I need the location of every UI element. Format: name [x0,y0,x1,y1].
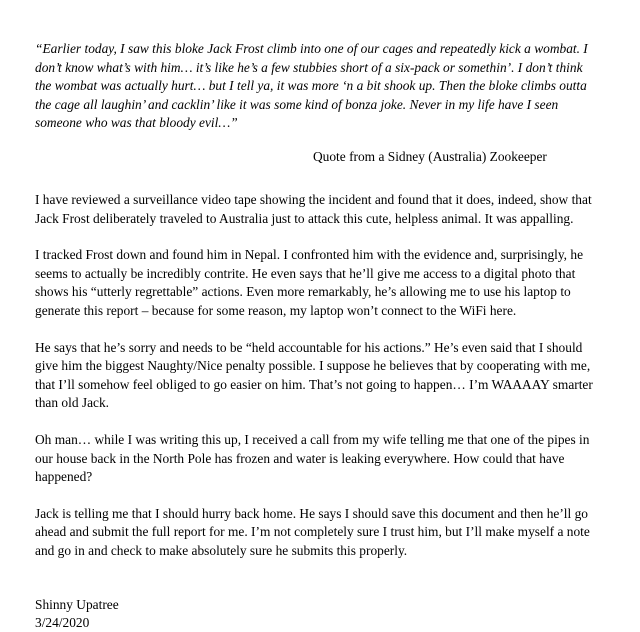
paragraph-hurry-home: Jack is telling me that I should hurry back home. He says I should save this document and then he’ll go ahead and submit the full report for me. I’m not completely sure I trust him, but I’ll make myself a note and go in and check to make absolutely sure he submits this properly. [35,505,590,558]
paragraph-surveillance: I have reviewed a surveillance video tape showing the incident and found that it does, indeed, show that Jack Frost deliberately traveled to Australia just to attack this cute, helpless animal. It was appalling. [35,191,592,226]
signature-block [35,596,595,632]
zookeeper-quote: “Earlier today, I saw this bloke Jack Frost climb into one of our cages and repeatedly kick a wombat. I don’t know what’s with him… it’s like he’s a few stubbies short of a six-pack or somethin’. I don’t think the wombat was actually hurt… but I tell ya, it was more ‘n a bit shook up. Then the bloke climbs outta the cage all laughin’ and cacklin’ like it was some kind of bonza joke. Never in my life have I seen someone who was that bloody evil…” [35,41,588,131]
paragraph-accountable: He says that he’s sorry and needs to be “held accountable for his actions.” He’s even said that I should give him the biggest Naughty/Nice penalty possible. I suppose he believes that by cooperating with me, that I’ll somehow feel obliged to go easier on him. That’s not going to happen… I’m WAAAAY smarter than old Jack. [35,339,593,411]
signature-name: Shinny Upatree [35,597,119,613]
signature-date: 3/24/2020 [35,615,90,631]
document-page [35,40,595,632]
paragraph-nepal: I tracked Frost down and found him in Nepal. I confronted him with the evidence and, surprisingly, he seems to actually be incredibly contrite. He even says that he’ll give me access to a digital photo that shows his “utterly regrettable” actions. Even more remarkably, he’s allowing me to use his laptop to generate this report – because for some reason, my laptop won’t connect to the WiFi here. [35,247,584,318]
paragraph-pipes: Oh man… while I was writing this up, I received a call from my wife telling me that one of the pipes in our house back in the North Pole has frozen and water is leaking everywhere. How could that have happened? [35,431,590,485]
quote-attribution: Quote from a Sidney (Australia) Zookeeper [313,148,547,164]
